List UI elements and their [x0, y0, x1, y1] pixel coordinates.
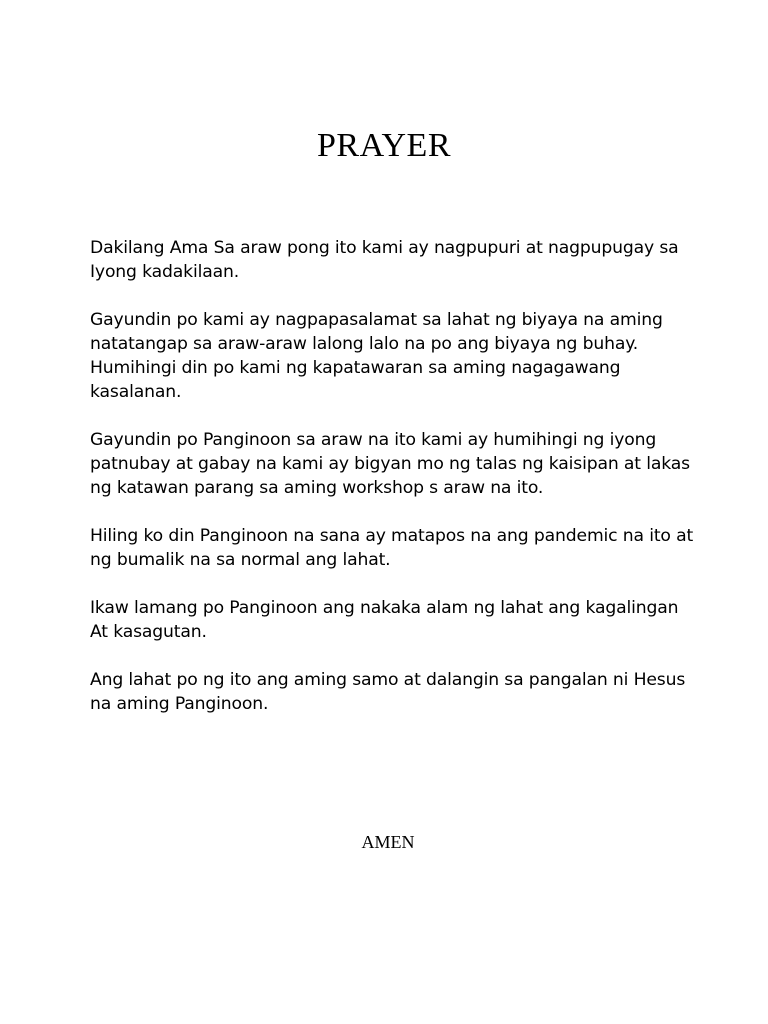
text-line: At kasagutan. — [90, 622, 207, 642]
text-line: Dakilang Ama Sa araw pong ito kami ay nagpupuri at nagpupugay sa — [90, 238, 679, 258]
text-line: Gayundin po Panginoon sa araw na ito kami ay humihingi ng iyong — [90, 430, 657, 450]
text-line: Humihingi din po kami ng kapatawaran sa aming nagagawang — [90, 358, 621, 378]
document-title: PRAYER — [316, 127, 452, 164]
paragraph — [90, 308, 690, 404]
text-line: ng bumalik na sa normal ang lahat. — [90, 550, 391, 570]
text-line: kasalanan. — [90, 382, 182, 402]
prayer-body — [90, 236, 694, 740]
paragraph — [90, 596, 690, 644]
text-line: patnubay at gabay na kami ay bigyan mo ng talas ng kaisipan at lakas — [90, 454, 690, 474]
text-line: Gayundin po kami ay nagpapasalamat sa lahat ng biyaya na aming — [90, 310, 663, 330]
text-line: Ang lahat po ng ito ang aming samo at dalangin sa pangalan ni Hesus — [90, 670, 686, 690]
text-line: Hiling ko din Panginoon na sana ay matapos na ang pandemic na ito at — [90, 526, 694, 546]
text-line: na aming Panginoon. — [90, 694, 269, 714]
text-line: Ikaw lamang po Panginoon ang nakaka alam ng lahat ang kagalingan — [90, 598, 679, 618]
text-line: Iyong kadakilaan. — [90, 262, 240, 282]
paragraph — [90, 428, 690, 500]
text-line: natatangap sa araw-araw lalong lalo na po ang biyaya ng buhay. — [90, 334, 639, 354]
text-line: ng katawan parang sa aming workshop s araw na ito. — [90, 478, 544, 498]
closing-amen: AMEN — [361, 832, 415, 852]
paragraph — [90, 668, 690, 716]
paragraph — [90, 236, 690, 284]
paragraph — [90, 524, 694, 572]
